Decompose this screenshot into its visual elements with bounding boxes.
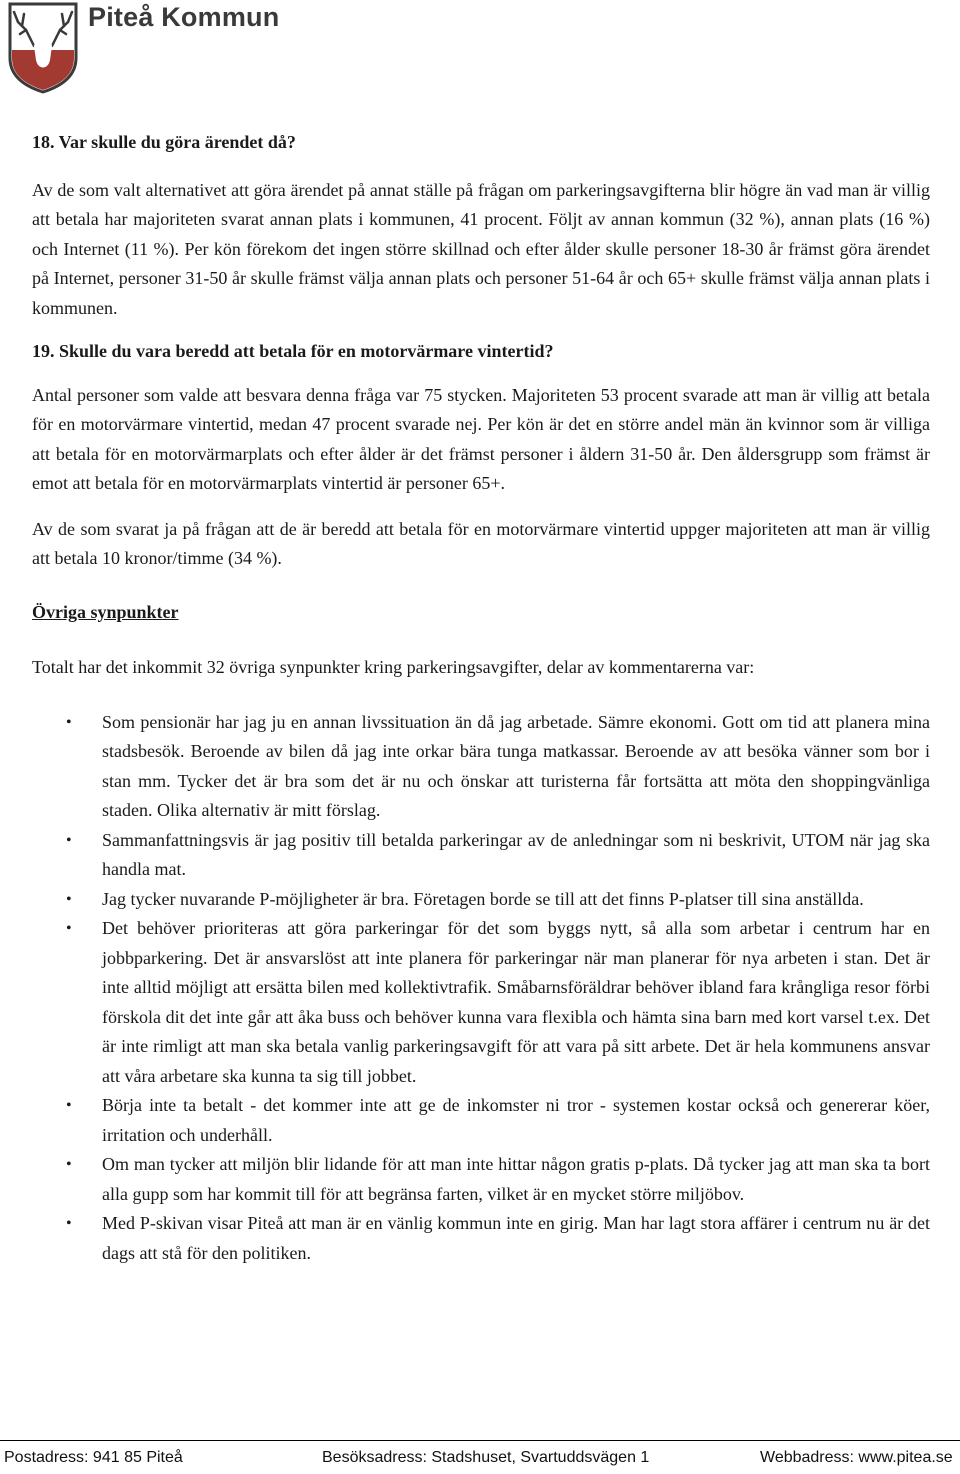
brand-name: Piteå Kommun xyxy=(88,2,280,32)
ovriga-intro: Totalt har det inkommit 32 övriga synpunkter kring parkeringsavgifter, delar av kommentarerna var: xyxy=(32,657,755,677)
question-18-heading: 18. Var skulle du göra ärendet då? xyxy=(32,132,296,152)
question-19-paragraph-1: Antal personer som valde att besvara denna fråga var 75 stycken. Majoriteten 53 procent svarade att man är villig att betala för en motorvärmare vintertid, medan 47 procent svarade nej. Per kön är det en större andel män än kvinnor som är villiga att betala för en motorvärmarplats och efter ålder är det främst personer i åldern 31-50 år. Den åldersgrupp som främst är emot att betala för en motorvärmarplats vintertid är personer 65+. xyxy=(32,384,930,493)
comment-text: Med P-skivan visar Piteå att man är en vänlig kommun inte en girig. Man har lagt stora affärer i centrum nu är det dags att stå för den politiken. xyxy=(102,1213,930,1263)
list-item xyxy=(32,914,930,1091)
reindeer-coat-of-arms-icon xyxy=(4,0,82,94)
bullet-icon: • xyxy=(66,890,72,908)
list-item xyxy=(32,826,930,885)
comment-text: Som pensionär har jag ju en annan livssituation än då jag arbetade. Sämre ekonomi. Gott om tid att planera mina stadsbesök. Beroende av bilen då jag inte orkar bära tunga matkassar. Beroende av att besöka vänner som bor i stan mm. Tycker det är bra som det är nu och önskar att turisterna får fortsätta att möta den shoppingvänliga staden. Olika alternativ är mitt förslag. xyxy=(102,711,930,820)
footer-postadress: Postadress: 941 85 Piteå xyxy=(4,1449,183,1466)
question-18-paragraph: Av de som valt alternativet att göra ärendet på annat ställe på frågan om parkeringsavgifterna blir högre än vad man är villig att betala har majoriteten svarat annan plats i kommunen, 41 procent. Följt av annan kommun (32 %), annan plats (16 %) och Internet (11 %). Per kön förekom det ingen större skillnad och efter ålder skulle personer 18-30 år främst göra ärendet på Internet, personer 31-50 år skulle främst välja annan plats och personer 51-64 år och 65+ skulle främst välja annan plats i kommunen. xyxy=(32,179,930,318)
footer-divider xyxy=(0,1440,960,1441)
bullet-icon: • xyxy=(66,1097,72,1114)
bullet-icon: • xyxy=(66,713,72,731)
document-body xyxy=(32,128,930,1268)
list-item xyxy=(32,885,930,915)
list-item xyxy=(32,1209,930,1268)
footer-webbadress-link[interactable]: Webbadress: www.pitea.se xyxy=(760,1449,953,1466)
ovriga-synpunkter-heading: Övriga synpunkter xyxy=(32,601,179,622)
bullet-icon: • xyxy=(66,1215,72,1232)
list-item xyxy=(32,708,930,826)
comment-text: Det behöver prioriteras att göra parkeringar för det som byggs nytt, så alla som arbetar i centrum har en jobbparkering. Det är ansvarslöst att inte planera för parkeringar när man planerar för nya arbeten i stan. Det är inte alltid möjligt att ersätta bilen med kollektivtrafik. Småbarnsföräldrar behöver ibland fara krångliga resor förbi förskola dit det inte går att åka buss och behöver kunna vara flexibla och hämta sina barn med kort varsel t.ex. Det är inte rimligt att man ska betala vanlig parkeringsavgift för att vara på sitt arbete. Det är hela kommunens ansvar att våra arbetare ska kunna ta sig till jobbet. xyxy=(102,918,930,1086)
bullet-icon: • xyxy=(66,1156,72,1173)
question-19-paragraph-2: Av de som svarat ja på frågan att de är beredd att betala för en motorvärmare vintertid uppger majoriteten att man är villig att betala 10 kronor/timme (34 %). xyxy=(32,518,930,568)
list-item xyxy=(32,1150,930,1209)
page-footer xyxy=(0,1449,960,1473)
bullet-icon: • xyxy=(66,920,72,937)
list-item xyxy=(32,1091,930,1150)
comment-text: Jag tycker nuvarande P-möjligheter är bra. Företagen borde se till att det finns P-platser till sina anställda. xyxy=(102,888,864,909)
bullet-icon: • xyxy=(66,831,72,849)
footer-besoksadress: Besöksadress: Stadshuset, Svartuddsvägen 1 xyxy=(322,1449,650,1466)
comment-text: Börja inte ta betalt - det kommer inte att ge de inkomster ni tror - systemen kostar också och genererar köer, irritation och underhåll. xyxy=(102,1095,930,1145)
question-19-heading: 19. Skulle du vara beredd att betala för en motorvärmare vintertid? xyxy=(32,341,554,361)
comments-list xyxy=(32,708,930,1269)
comment-text: Sammanfattningsvis är jag positiv till betalda parkeringar av de anledningar som ni beskrivit, UTOM när jag ska handla mat. xyxy=(102,829,930,879)
page-header xyxy=(0,0,960,100)
comment-text: Om man tycker att miljön blir lidande för att man inte hittar någon gratis p-plats. Då tycker jag att man ska ta bort alla gupp som har kommit till för att begränsa farten, vilket är en mycket större miljöbov. xyxy=(102,1154,930,1204)
